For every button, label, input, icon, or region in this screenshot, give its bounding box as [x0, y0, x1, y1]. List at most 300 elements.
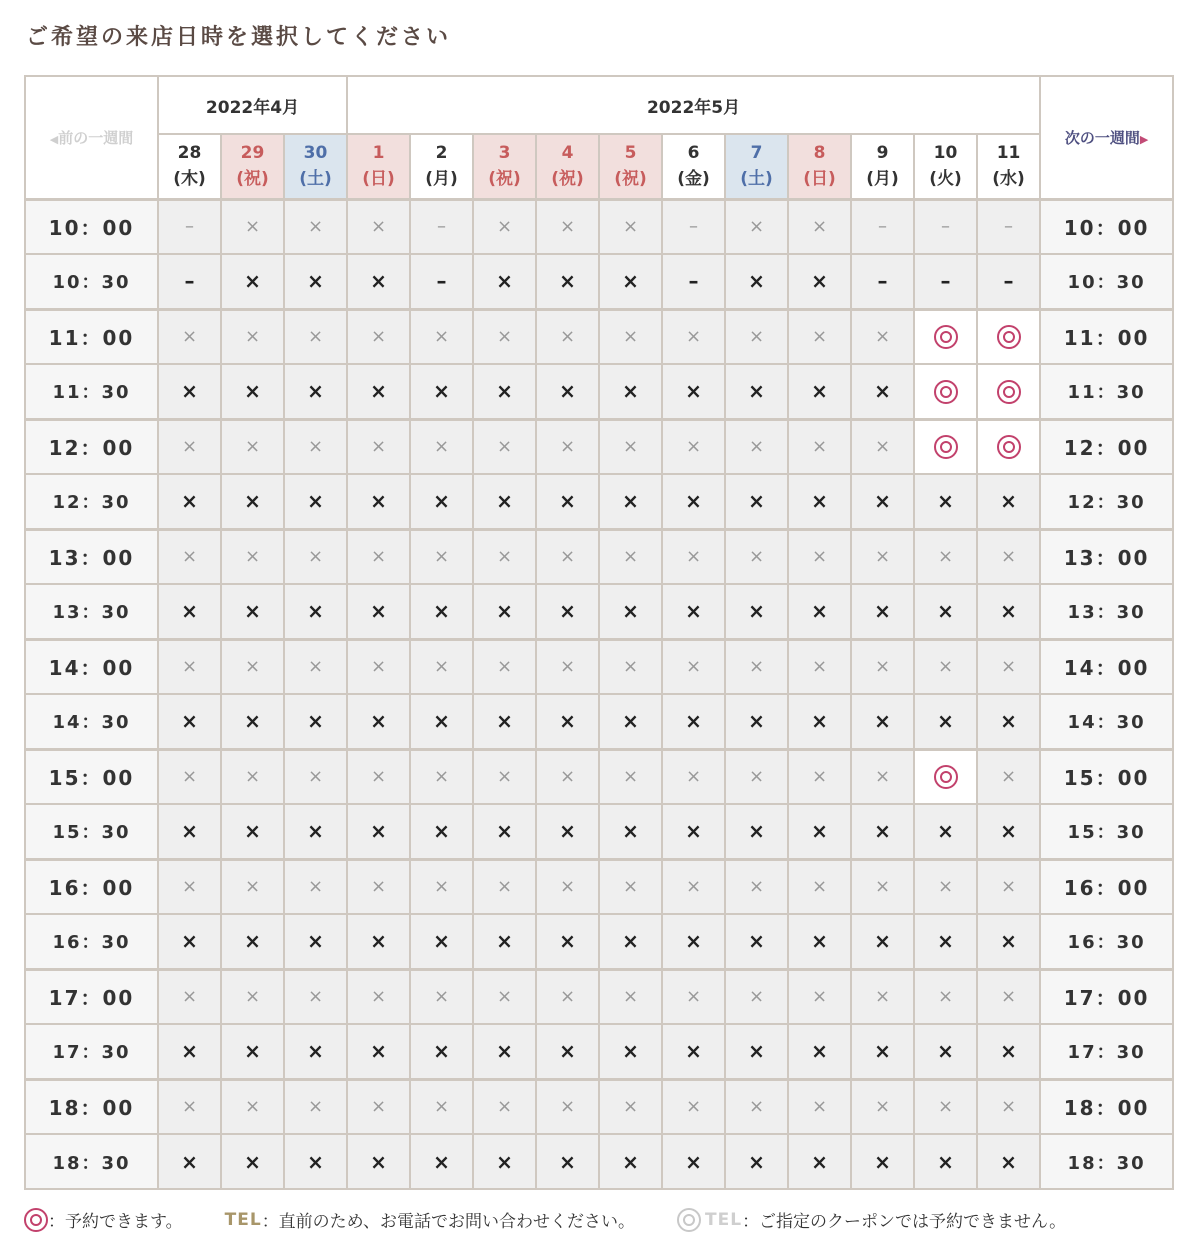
- unavailable-slot: ×: [536, 1134, 599, 1189]
- unavailable-slot: ×: [599, 749, 662, 804]
- unavailable-slot: ×: [158, 309, 221, 364]
- unavailable-slot: ×: [977, 749, 1040, 804]
- closed-slot: –: [914, 254, 977, 309]
- legend-tel: [225, 1207, 635, 1232]
- time-label: 11：30: [25, 364, 158, 419]
- page-title: ご希望の来店日時を選択してください: [26, 25, 452, 50]
- unavailable-slot: ×: [662, 584, 725, 639]
- unavailable-slot: ×: [347, 584, 410, 639]
- time-label: 10：00: [1040, 199, 1173, 254]
- unavailable-slot: ×: [599, 199, 662, 254]
- unavailable-slot: ×: [347, 529, 410, 584]
- unavailable-slot: ×: [599, 254, 662, 309]
- unavailable-slot: ×: [284, 914, 347, 969]
- day-header: [851, 134, 914, 199]
- unavailable-slot: ×: [788, 199, 851, 254]
- time-slot-row: [25, 694, 1173, 749]
- unavailable-slot: ×: [284, 804, 347, 859]
- unavailable-slot: ×: [788, 804, 851, 859]
- closed-slot: –: [410, 254, 473, 309]
- unavailable-slot: ×: [914, 969, 977, 1024]
- next-week-button[interactable]: [1040, 76, 1173, 199]
- unavailable-slot: ×: [284, 584, 347, 639]
- unavailable-slot: ×: [788, 419, 851, 474]
- unavailable-slot: ×: [851, 694, 914, 749]
- time-slot-row: [25, 529, 1173, 584]
- time-label: 10：30: [1040, 254, 1173, 309]
- time-label: 11：00: [25, 309, 158, 364]
- day-number: 11: [996, 143, 1021, 164]
- unavailable-slot: ×: [851, 584, 914, 639]
- day-number: 29: [240, 143, 265, 164]
- unavailable-slot: ×: [914, 914, 977, 969]
- legend-available: [24, 1207, 183, 1232]
- time-slot-row: [25, 749, 1173, 804]
- day-of-week: (土): [299, 169, 332, 190]
- time-label: 13：00: [25, 529, 158, 584]
- unavailable-slot: ×: [473, 419, 536, 474]
- unavailable-slot: ×: [473, 474, 536, 529]
- unavailable-slot: ×: [284, 1134, 347, 1189]
- unavailable-slot: ×: [977, 859, 1040, 914]
- time-label: 16：30: [1040, 914, 1173, 969]
- unavailable-slot: ×: [788, 694, 851, 749]
- day-of-week: (祝): [236, 169, 269, 190]
- day-number: 9: [876, 143, 889, 164]
- unavailable-slot: ×: [725, 419, 788, 474]
- unavailable-slot: ×: [158, 364, 221, 419]
- unavailable-slot: ×: [473, 529, 536, 584]
- unavailable-slot: ×: [788, 364, 851, 419]
- unavailable-slot: ×: [788, 254, 851, 309]
- unavailable-slot: ×: [221, 254, 284, 309]
- unavailable-slot: ×: [536, 969, 599, 1024]
- unavailable-slot: ×: [221, 639, 284, 694]
- closed-slot: –: [662, 254, 725, 309]
- day-header: [977, 134, 1040, 199]
- time-label: 13：00: [1040, 529, 1173, 584]
- unavailable-slot: ×: [158, 749, 221, 804]
- unavailable-slot: ×: [158, 584, 221, 639]
- unavailable-slot: ×: [662, 309, 725, 364]
- unavailable-slot: ×: [473, 254, 536, 309]
- double-circle-icon: [997, 435, 1021, 459]
- time-label: 16：30: [25, 914, 158, 969]
- unavailable-slot: ×: [158, 1134, 221, 1189]
- unavailable-slot: ×: [347, 804, 410, 859]
- time-label: 17：00: [25, 969, 158, 1024]
- unavailable-slot: ×: [725, 694, 788, 749]
- time-label: 14：00: [25, 639, 158, 694]
- unavailable-slot: ×: [977, 1024, 1040, 1079]
- unavailable-slot: ×: [536, 804, 599, 859]
- unavailable-slot: ×: [599, 1079, 662, 1134]
- unavailable-slot: ×: [725, 199, 788, 254]
- time-slot-row: [25, 254, 1173, 309]
- unavailable-slot: ×: [662, 694, 725, 749]
- unavailable-slot: ×: [410, 804, 473, 859]
- unavailable-slot: ×: [158, 804, 221, 859]
- unavailable-slot: ×: [347, 254, 410, 309]
- unavailable-slot: ×: [914, 474, 977, 529]
- unavailable-slot: ×: [221, 914, 284, 969]
- day-header: [536, 134, 599, 199]
- day-number: 3: [498, 143, 511, 164]
- unavailable-slot: ×: [725, 1079, 788, 1134]
- unavailable-slot: ×: [977, 584, 1040, 639]
- unavailable-slot: ×: [347, 969, 410, 1024]
- time-label: 11：30: [1040, 364, 1173, 419]
- unavailable-slot: ×: [851, 859, 914, 914]
- closed-slot: –: [851, 199, 914, 254]
- time-label: 16：00: [1040, 859, 1173, 914]
- available-slot[interactable]: [977, 309, 1040, 364]
- unavailable-slot: ×: [662, 474, 725, 529]
- unavailable-slot: ×: [851, 749, 914, 804]
- unavailable-slot: ×: [158, 474, 221, 529]
- unavailable-slot: ×: [851, 1079, 914, 1134]
- time-label: 10：00: [25, 199, 158, 254]
- unavailable-slot: ×: [410, 584, 473, 639]
- time-label: 13：30: [25, 584, 158, 639]
- available-slot[interactable]: [914, 749, 977, 804]
- unavailable-slot: ×: [347, 639, 410, 694]
- day-number: 8: [813, 143, 826, 164]
- unavailable-slot: ×: [221, 1134, 284, 1189]
- available-slot[interactable]: [914, 364, 977, 419]
- unavailable-slot: ×: [410, 969, 473, 1024]
- unavailable-slot: ×: [410, 474, 473, 529]
- unavailable-slot: ×: [473, 309, 536, 364]
- unavailable-slot: ×: [536, 1024, 599, 1079]
- unavailable-slot: ×: [788, 1134, 851, 1189]
- double-circle-icon: [997, 325, 1021, 349]
- unavailable-slot: ×: [410, 859, 473, 914]
- unavailable-slot: ×: [725, 639, 788, 694]
- unavailable-slot: ×: [284, 969, 347, 1024]
- day-of-week: (日): [362, 169, 395, 190]
- unavailable-slot: ×: [851, 364, 914, 419]
- unavailable-slot: ×: [662, 914, 725, 969]
- month-header: 2022年5月: [347, 76, 1040, 134]
- day-header: [473, 134, 536, 199]
- unavailable-slot: ×: [977, 1079, 1040, 1134]
- time-slot-row: [25, 859, 1173, 914]
- unavailable-slot: ×: [851, 1024, 914, 1079]
- day-header: [914, 134, 977, 199]
- time-label: 18：30: [1040, 1134, 1173, 1189]
- unavailable-slot: ×: [662, 364, 725, 419]
- unavailable-slot: ×: [536, 254, 599, 309]
- time-slot-row: [25, 914, 1173, 969]
- unavailable-slot: ×: [284, 529, 347, 584]
- unavailable-slot: ×: [914, 584, 977, 639]
- day-header: [284, 134, 347, 199]
- unavailable-slot: ×: [410, 309, 473, 364]
- day-header: [725, 134, 788, 199]
- unavailable-slot: ×: [599, 639, 662, 694]
- chevron-right-icon: ▶: [1139, 132, 1149, 146]
- day-header: [599, 134, 662, 199]
- time-slot-row: [25, 364, 1173, 419]
- unavailable-slot: ×: [284, 474, 347, 529]
- unavailable-slot: ×: [473, 364, 536, 419]
- time-label: 10：30: [25, 254, 158, 309]
- unavailable-slot: ×: [536, 364, 599, 419]
- unavailable-slot: ×: [599, 584, 662, 639]
- unavailable-slot: ×: [410, 1134, 473, 1189]
- unavailable-slot: ×: [851, 419, 914, 474]
- unavailable-slot: ×: [347, 364, 410, 419]
- double-circle-gray-icon: [677, 1208, 701, 1232]
- unavailable-slot: ×: [725, 1024, 788, 1079]
- unavailable-slot: ×: [599, 474, 662, 529]
- unavailable-slot: ×: [914, 529, 977, 584]
- day-number: 10: [933, 143, 958, 164]
- unavailable-slot: ×: [851, 639, 914, 694]
- time-slot-row: [25, 309, 1173, 364]
- day-of-week: (日): [803, 169, 836, 190]
- unavailable-slot: ×: [851, 914, 914, 969]
- time-slot-row: [25, 199, 1173, 254]
- unavailable-slot: ×: [725, 749, 788, 804]
- double-circle-icon: [24, 1208, 48, 1232]
- unavailable-slot: ×: [347, 199, 410, 254]
- unavailable-slot: ×: [662, 749, 725, 804]
- time-label: 17：30: [25, 1024, 158, 1079]
- unavailable-slot: ×: [473, 749, 536, 804]
- unavailable-slot: ×: [725, 529, 788, 584]
- time-label: 17：30: [1040, 1024, 1173, 1079]
- double-circle-icon: [934, 325, 958, 349]
- unavailable-slot: ×: [284, 859, 347, 914]
- day-of-week: (祝): [488, 169, 521, 190]
- closed-slot: –: [977, 254, 1040, 309]
- unavailable-slot: ×: [914, 1024, 977, 1079]
- unavailable-slot: ×: [284, 199, 347, 254]
- unavailable-slot: ×: [662, 859, 725, 914]
- unavailable-slot: ×: [473, 639, 536, 694]
- closed-slot: –: [977, 199, 1040, 254]
- unavailable-slot: ×: [158, 914, 221, 969]
- unavailable-slot: ×: [347, 1134, 410, 1189]
- unavailable-slot: ×: [410, 639, 473, 694]
- unavailable-slot: ×: [599, 1134, 662, 1189]
- unavailable-slot: ×: [788, 584, 851, 639]
- unavailable-slot: ×: [473, 859, 536, 914]
- available-slot[interactable]: [977, 419, 1040, 474]
- closed-slot: –: [851, 254, 914, 309]
- unavailable-slot: ×: [788, 859, 851, 914]
- unavailable-slot: ×: [536, 419, 599, 474]
- time-label: 11：00: [1040, 309, 1173, 364]
- unavailable-slot: ×: [410, 749, 473, 804]
- calendar-table: [24, 75, 1174, 1190]
- day-number: 7: [750, 143, 763, 164]
- unavailable-slot: ×: [788, 529, 851, 584]
- legend-available-text: ：予約できます。: [48, 1212, 183, 1232]
- unavailable-slot: ×: [599, 364, 662, 419]
- day-number: 4: [561, 143, 574, 164]
- time-label: 16：00: [25, 859, 158, 914]
- unavailable-slot: ×: [788, 1024, 851, 1079]
- unavailable-slot: ×: [347, 419, 410, 474]
- unavailable-slot: ×: [914, 639, 977, 694]
- time-label: 12：30: [25, 474, 158, 529]
- unavailable-slot: ×: [536, 529, 599, 584]
- unavailable-slot: ×: [662, 639, 725, 694]
- time-slot-row: [25, 804, 1173, 859]
- unavailable-slot: ×: [536, 749, 599, 804]
- time-slot-row: [25, 639, 1173, 694]
- unavailable-slot: ×: [158, 969, 221, 1024]
- unavailable-slot: ×: [662, 529, 725, 584]
- unavailable-slot: ×: [599, 914, 662, 969]
- unavailable-slot: ×: [599, 529, 662, 584]
- available-slot[interactable]: [914, 419, 977, 474]
- time-label: 17：00: [1040, 969, 1173, 1024]
- legend: [24, 1207, 1066, 1232]
- unavailable-slot: ×: [221, 804, 284, 859]
- unavailable-slot: ×: [788, 309, 851, 364]
- unavailable-slot: ×: [788, 639, 851, 694]
- unavailable-slot: ×: [284, 419, 347, 474]
- unavailable-slot: ×: [410, 914, 473, 969]
- unavailable-slot: ×: [851, 804, 914, 859]
- unavailable-slot: ×: [977, 474, 1040, 529]
- unavailable-slot: ×: [221, 749, 284, 804]
- unavailable-slot: ×: [977, 804, 1040, 859]
- unavailable-slot: ×: [977, 969, 1040, 1024]
- unavailable-slot: ×: [221, 309, 284, 364]
- unavailable-slot: ×: [788, 1079, 851, 1134]
- unavailable-slot: ×: [788, 914, 851, 969]
- day-number: 6: [687, 143, 700, 164]
- day-header: [347, 134, 410, 199]
- legend-coupon-tel-label: TEL: [705, 1209, 743, 1230]
- unavailable-slot: ×: [662, 969, 725, 1024]
- unavailable-slot: ×: [977, 914, 1040, 969]
- unavailable-slot: ×: [788, 749, 851, 804]
- unavailable-slot: ×: [977, 694, 1040, 749]
- legend-tel-text: ：直前のため、お電話でお問い合わせください。: [261, 1212, 636, 1232]
- unavailable-slot: ×: [536, 1079, 599, 1134]
- chevron-left-icon: ◀: [49, 132, 59, 146]
- unavailable-slot: ×: [158, 419, 221, 474]
- unavailable-slot: ×: [473, 1024, 536, 1079]
- time-slot-row: [25, 1024, 1173, 1079]
- unavailable-slot: ×: [977, 529, 1040, 584]
- time-label: 12：00: [25, 419, 158, 474]
- unavailable-slot: ×: [725, 804, 788, 859]
- unavailable-slot: ×: [221, 969, 284, 1024]
- unavailable-slot: ×: [851, 309, 914, 364]
- available-slot[interactable]: [914, 309, 977, 364]
- time-slot-row: [25, 1134, 1173, 1189]
- unavailable-slot: ×: [725, 584, 788, 639]
- time-slot-row: [25, 1079, 1173, 1134]
- time-label: 13：30: [1040, 584, 1173, 639]
- day-header: [788, 134, 851, 199]
- unavailable-slot: ×: [158, 1024, 221, 1079]
- unavailable-slot: ×: [410, 364, 473, 419]
- unavailable-slot: ×: [914, 694, 977, 749]
- prev-week-label: 前の一週間: [58, 128, 134, 147]
- prev-week-button[interactable]: [25, 76, 158, 199]
- unavailable-slot: ×: [221, 474, 284, 529]
- unavailable-slot: ×: [914, 1079, 977, 1134]
- day-of-week: (祝): [551, 169, 584, 190]
- unavailable-slot: ×: [473, 914, 536, 969]
- unavailable-slot: ×: [473, 804, 536, 859]
- day-of-week: (祝): [614, 169, 647, 190]
- unavailable-slot: ×: [221, 859, 284, 914]
- unavailable-slot: ×: [662, 1024, 725, 1079]
- unavailable-slot: ×: [158, 529, 221, 584]
- unavailable-slot: ×: [725, 474, 788, 529]
- unavailable-slot: ×: [536, 584, 599, 639]
- time-label: 15：30: [25, 804, 158, 859]
- available-slot[interactable]: [977, 364, 1040, 419]
- time-slot-row: [25, 419, 1173, 474]
- day-number: 30: [303, 143, 328, 164]
- day-number: 5: [624, 143, 637, 164]
- unavailable-slot: ×: [788, 474, 851, 529]
- closed-slot: –: [158, 254, 221, 309]
- unavailable-slot: ×: [347, 914, 410, 969]
- time-slot-row: [25, 474, 1173, 529]
- day-header: [410, 134, 473, 199]
- unavailable-slot: ×: [725, 254, 788, 309]
- unavailable-slot: ×: [221, 529, 284, 584]
- unavailable-slot: ×: [599, 309, 662, 364]
- unavailable-slot: ×: [221, 1079, 284, 1134]
- unavailable-slot: ×: [221, 584, 284, 639]
- unavailable-slot: ×: [725, 309, 788, 364]
- unavailable-slot: ×: [284, 254, 347, 309]
- day-of-week: (木): [173, 169, 206, 190]
- unavailable-slot: ×: [536, 309, 599, 364]
- unavailable-slot: ×: [662, 804, 725, 859]
- unavailable-slot: ×: [158, 639, 221, 694]
- day-number: 1: [372, 143, 385, 164]
- closed-slot: –: [914, 199, 977, 254]
- unavailable-slot: ×: [410, 1024, 473, 1079]
- day-of-week: (月): [425, 169, 458, 190]
- next-week-label: 次の一週間: [1064, 128, 1140, 147]
- unavailable-slot: ×: [473, 694, 536, 749]
- unavailable-slot: ×: [599, 804, 662, 859]
- double-circle-icon: [934, 435, 958, 459]
- time-label: 15：30: [1040, 804, 1173, 859]
- unavailable-slot: ×: [473, 1134, 536, 1189]
- day-of-week: (火): [929, 169, 962, 190]
- closed-slot: –: [662, 199, 725, 254]
- double-circle-icon: [997, 380, 1021, 404]
- unavailable-slot: ×: [158, 859, 221, 914]
- unavailable-slot: ×: [851, 1134, 914, 1189]
- legend-coupon: [677, 1207, 1066, 1232]
- unavailable-slot: ×: [347, 859, 410, 914]
- day-header: [221, 134, 284, 199]
- unavailable-slot: ×: [410, 1079, 473, 1134]
- day-number: 28: [177, 143, 202, 164]
- unavailable-slot: ×: [284, 1024, 347, 1079]
- time-slot-row: [25, 969, 1173, 1024]
- unavailable-slot: ×: [725, 364, 788, 419]
- unavailable-slot: ×: [536, 199, 599, 254]
- time-label: 12：30: [1040, 474, 1173, 529]
